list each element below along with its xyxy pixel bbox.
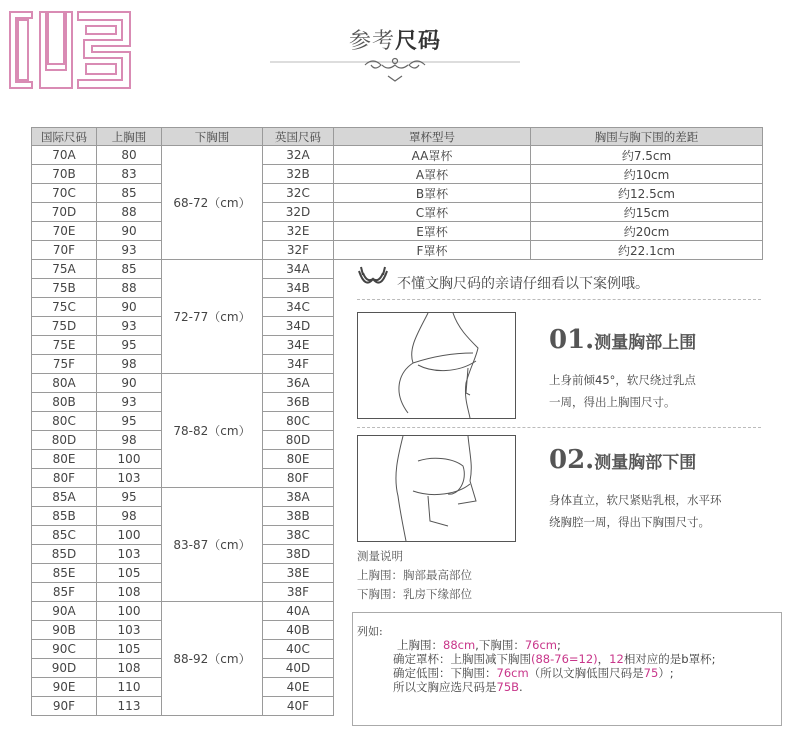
table-row (32, 222, 763, 241)
table-cell: 约22.1cm (531, 241, 763, 260)
table-cell: A罩杯 (334, 165, 531, 184)
step1-heading: 01.测量胸部上围 (549, 325, 697, 355)
table-cell: 75A (32, 260, 97, 279)
step2-heading: 02.测量胸部下围 (549, 445, 697, 475)
table-cell: E罩杯 (334, 222, 531, 241)
table-cell: 约20cm (531, 222, 763, 241)
column-header: 英国尺码 (263, 128, 334, 146)
table-cell: 85F (32, 583, 97, 602)
table-cell: 103 (97, 621, 162, 640)
table-cell: 85C (32, 526, 97, 545)
table-cell: 80D (32, 431, 97, 450)
table-cell: 70B (32, 165, 97, 184)
table-cell: 103 (97, 545, 162, 564)
page-title: 参考尺码 (348, 29, 442, 54)
table-cell: 约15cm (531, 203, 763, 222)
table-cell: 103 (97, 469, 162, 488)
table-cell: 85B (32, 507, 97, 526)
table-cell: 80C (263, 412, 334, 431)
table-cell: 93 (97, 393, 162, 412)
table-cell: 90F (32, 697, 97, 716)
underbust-range-cell: 72-77（cm） (162, 260, 263, 374)
table-cell: 40A (263, 602, 334, 621)
table-cell: 88 (97, 279, 162, 298)
table-cell: 90 (97, 298, 162, 317)
column-header: 罩杯型号 (334, 128, 531, 146)
divider (357, 427, 761, 428)
table-cell: 40F (263, 697, 334, 716)
table-cell: 36B (263, 393, 334, 412)
table-cell: 75F (32, 355, 97, 374)
table-cell: 34B (263, 279, 334, 298)
table-cell: 80B (32, 393, 97, 412)
upper-bust-illustration-icon (358, 313, 515, 418)
table-cell: 90C (32, 640, 97, 659)
bra-icon (357, 265, 389, 293)
table-cell: 108 (97, 659, 162, 678)
table-cell: 98 (97, 431, 162, 450)
table-cell: 85 (97, 260, 162, 279)
guide-tip: 不懂文胸尺码的亲请仔细看以下案例哦。 (397, 276, 649, 292)
table-cell: B罩杯 (334, 184, 531, 203)
step1-description: 上身前倾45°，软尺绕过乳点 一周，得出上胸围尺寸。 (549, 373, 696, 409)
underbust-range-cell: 68-72（cm） (162, 146, 263, 260)
table-cell: 约10cm (531, 165, 763, 184)
table-cell: 90E (32, 678, 97, 697)
table-cell: 110 (97, 678, 162, 697)
table-cell: 38A (263, 488, 334, 507)
table-cell: 38D (263, 545, 334, 564)
table-cell: 34D (263, 317, 334, 336)
table-cell: 108 (97, 583, 162, 602)
underbust-range-cell: 83-87（cm） (162, 488, 263, 602)
table-cell: 100 (97, 450, 162, 469)
table-row (32, 165, 763, 184)
table-cell: F罩杯 (334, 241, 531, 260)
table-cell: 90A (32, 602, 97, 621)
table-cell: 80D (263, 431, 334, 450)
table-cell: 32A (263, 146, 334, 165)
table-cell: 70A (32, 146, 97, 165)
table-cell: 100 (97, 602, 162, 621)
table-cell: 100 (97, 526, 162, 545)
table-cell: 85 (97, 184, 162, 203)
example-label: 列如: (357, 625, 383, 638)
table-cell: 70F (32, 241, 97, 260)
table-cell: 95 (97, 336, 162, 355)
table-cell: 34C (263, 298, 334, 317)
example-line-3: 确定低围：下胸围：76cm（所以文胸低围尺码是75）; (393, 666, 674, 680)
table-cell: 32C (263, 184, 334, 203)
table-cell: 34E (263, 336, 334, 355)
step2-description: 身体直立，软尺紧贴乳根，水平环 绕胸腔一周，得出下胸围尺寸。 (549, 493, 722, 529)
underbust-range-cell: 88-92（cm） (162, 602, 263, 716)
table-cell: 38E (263, 564, 334, 583)
table-cell: 80F (32, 469, 97, 488)
under-bust-illustration-icon (358, 436, 515, 541)
table-cell: 32D (263, 203, 334, 222)
column-header: 上胸围 (97, 128, 162, 146)
table-cell: C罩杯 (334, 203, 531, 222)
table-cell: 90 (97, 222, 162, 241)
figure-under-bust (357, 435, 516, 542)
table-cell: 88 (97, 203, 162, 222)
table-cell: 40E (263, 678, 334, 697)
table-cell: 70C (32, 184, 97, 203)
table-cell: 80F (263, 469, 334, 488)
table-cell: 70D (32, 203, 97, 222)
table-cell: 80C (32, 412, 97, 431)
table-header-row (32, 128, 763, 146)
table-cell: 105 (97, 564, 162, 583)
table-cell: 约7.5cm (531, 146, 763, 165)
table-cell: 75B (32, 279, 97, 298)
underbust-range-cell: 78-82（cm） (162, 374, 263, 488)
table-row (32, 184, 763, 203)
table-cell: 40D (263, 659, 334, 678)
table-cell: 40C (263, 640, 334, 659)
table-cell: 93 (97, 241, 162, 260)
table-cell: 113 (97, 697, 162, 716)
example-line-2: 确定罩杯：上胸围减下胸围(88-76=12)，12相对应的是b罩杯; (393, 652, 716, 666)
table-cell: 85D (32, 545, 97, 564)
table-cell: 98 (97, 355, 162, 374)
table-row (32, 146, 763, 165)
table-cell: 90 (97, 374, 162, 393)
table-row (32, 241, 763, 260)
table-cell: 36A (263, 374, 334, 393)
divider (357, 299, 761, 300)
table-cell: 90B (32, 621, 97, 640)
table-cell: 80 (97, 146, 162, 165)
table-cell: 80E (263, 450, 334, 469)
figure-upper-bust (357, 312, 516, 419)
table-cell: 75E (32, 336, 97, 355)
table-cell: 83 (97, 165, 162, 184)
table-cell: 98 (97, 507, 162, 526)
table-cell: AA罩杯 (334, 146, 531, 165)
table-cell: 85A (32, 488, 97, 507)
example-line-1: 上胸围：88cm,下胸围：76cm; (397, 638, 561, 652)
column-header: 国际尺码 (32, 128, 97, 146)
table-row (32, 203, 763, 222)
table-cell: 32F (263, 241, 334, 260)
table-cell: 32E (263, 222, 334, 241)
table-cell: 95 (97, 412, 162, 431)
example-line-4: 所以文胸应选尺码是75B. (393, 680, 523, 694)
example-box (352, 612, 782, 726)
table-cell: 85E (32, 564, 97, 583)
table-cell: 80A (32, 374, 97, 393)
table-cell: 95 (97, 488, 162, 507)
table-cell: 34A (263, 260, 334, 279)
ornament-divider-icon (270, 52, 520, 88)
measurement-notes: 测量说明 上胸围：胸部最高部位 下胸围：乳房下缘部位 (357, 549, 472, 601)
table-cell: 75C (32, 298, 97, 317)
table-cell: 90D (32, 659, 97, 678)
table-cell: 32B (263, 165, 334, 184)
table-cell: 75D (32, 317, 97, 336)
table-cell: 约12.5cm (531, 184, 763, 203)
table-cell: 34F (263, 355, 334, 374)
column-header: 下胸围 (162, 128, 263, 146)
table-cell: 38B (263, 507, 334, 526)
table-cell: 40B (263, 621, 334, 640)
column-header: 胸围与胸下围的差距 (531, 128, 763, 146)
table-cell: 80E (32, 450, 97, 469)
table-cell: 38F (263, 583, 334, 602)
table-cell: 93 (97, 317, 162, 336)
table-cell: 70E (32, 222, 97, 241)
table-cell: 38C (263, 526, 334, 545)
table-cell: 105 (97, 640, 162, 659)
